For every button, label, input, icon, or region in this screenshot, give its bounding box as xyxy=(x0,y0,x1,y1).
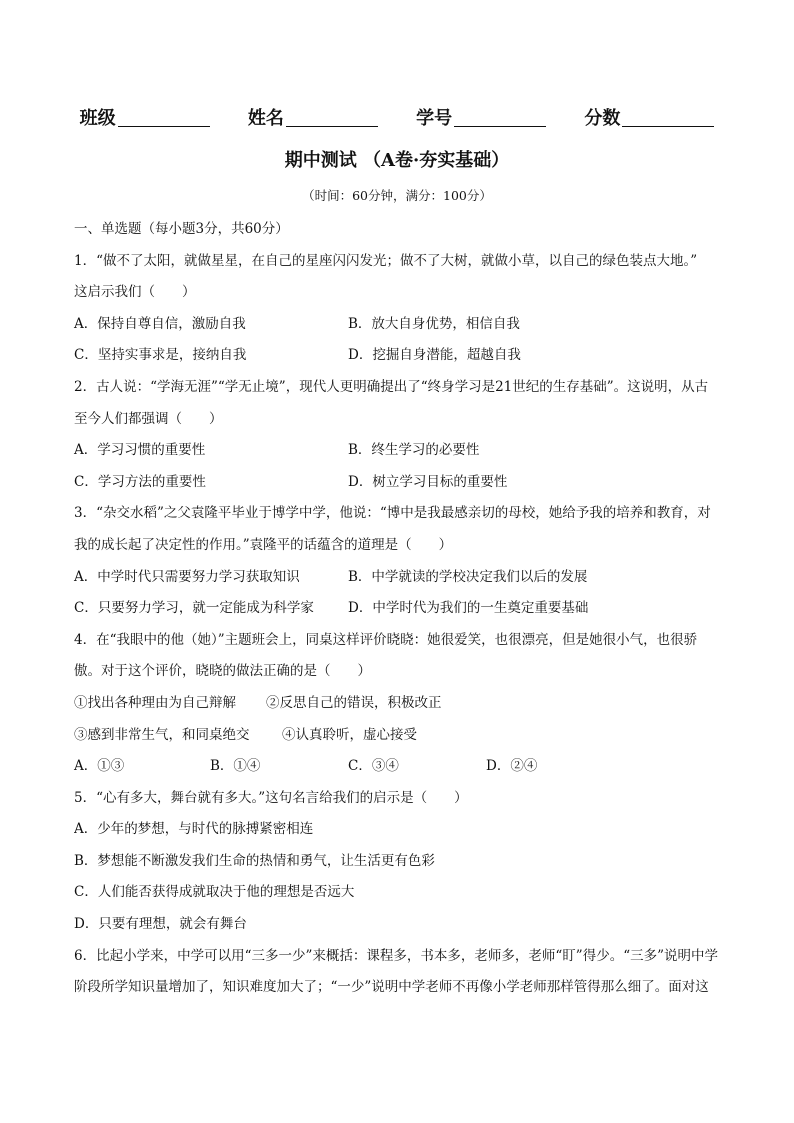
question-6-stem: 6．比起小学来，中学可以用“三多一少”来概括：课程多，书本多，老师多，老师“盯”得少。“三多”说明中学 xyxy=(74,947,718,964)
score-field xyxy=(584,104,714,130)
question-2-options-cd xyxy=(74,467,724,499)
q1-option-b[interactable]: B．放大自身优势，相信自我 xyxy=(348,315,520,332)
q2-option-d[interactable]: D．树立学习目标的重要性 xyxy=(348,473,508,490)
score-blank[interactable] xyxy=(622,108,714,127)
exam-meta: （时间：60分钟，满分：100分） xyxy=(302,188,492,203)
q4-option-c[interactable]: C．③④ xyxy=(348,758,399,775)
id-label: 学号 xyxy=(416,108,453,129)
q4-option-a[interactable]: A．①③ xyxy=(74,758,125,775)
q5-option-d[interactable]: D．只要有理想，就会有舞台 xyxy=(74,916,247,933)
exam-title: 期中测试 （A卷·夯实基础） xyxy=(284,150,510,171)
question-5-stem: 5．“心有多大，舞台就有多大。”这句名言给我们的启示是（ ） xyxy=(74,789,468,806)
q3-option-d[interactable]: D．中学时代为我们的一生奠定重要基础 xyxy=(348,600,589,617)
question-4-options xyxy=(74,751,724,783)
q1-option-c[interactable]: C．坚持实事求是，接纳自我 xyxy=(74,347,247,364)
exam-content xyxy=(74,214,724,1004)
question-3-options-cd xyxy=(74,593,724,625)
question-3-options-ab xyxy=(74,562,724,594)
question-2-options-ab xyxy=(74,435,724,467)
q3-option-a[interactable]: A．中学时代只需要努力学习获取知识 xyxy=(74,568,300,585)
q2-option-a[interactable]: A．学习习惯的重要性 xyxy=(74,442,206,459)
q3-option-b[interactable]: B．中学就读的学校决定我们以后的发展 xyxy=(348,568,588,585)
q1-option-a[interactable]: A．保持自尊自信，激励自我 xyxy=(74,315,246,332)
q4-statement-1: ①找出各种理由为自己辩解 xyxy=(74,694,236,711)
question-3-stem-cont: 我的成长起了决定性的作用。”袁隆平的话蕴含的道理是（ ） xyxy=(74,536,453,553)
question-2-stem: 2．古人说：“学海无涯”“学无止境”，现代人更明确提出了“终身学习是21世纪的生存基础”。这说明，从古 xyxy=(74,378,709,395)
id-field xyxy=(416,104,546,130)
q4-statement-4: ④认真聆听，虚心接受 xyxy=(282,726,417,743)
q5-option-c[interactable]: C．人们能否获得成就取决于他的理想是否远大 xyxy=(74,884,355,901)
question-1-stem-cont: 这启示我们（ ） xyxy=(74,284,196,301)
q2-option-c[interactable]: C．学习方法的重要性 xyxy=(74,473,206,490)
name-label: 姓名 xyxy=(247,108,284,129)
question-1-options-cd xyxy=(74,340,724,372)
q5-option-b[interactable]: B．梦想能不断激发我们生命的热情和勇气，让生活更有色彩 xyxy=(74,852,435,869)
question-1-options-ab xyxy=(74,309,724,341)
question-3-stem: 3．“杂交水稻”之父袁隆平毕业于博学中学，他说：“博中是我最感亲切的母校，她给予我的培养和教育，对 xyxy=(74,505,711,522)
section-heading: 一、单选题（每小题3分，共60分） xyxy=(74,221,289,237)
class-blank[interactable] xyxy=(118,108,210,127)
question-6-stem-cont: 阶段所学知识量增加了，知识难度加大了；“一少”说明中学老师不再像小学老师那样管得那么细了。面对这 xyxy=(74,979,709,996)
name-field xyxy=(248,104,378,130)
name-blank[interactable] xyxy=(286,108,378,127)
q4-statement-3: ③感到非常生气，和同桌绝交 xyxy=(74,726,250,743)
q1-option-d[interactable]: D．挖掘自身潜能，超越自我 xyxy=(348,347,521,364)
id-blank[interactable] xyxy=(454,108,546,127)
question-2-stem-cont: 至今人们都强调（ ） xyxy=(74,410,223,427)
question-4-stem: 4．在“我眼中的他（她）”主题班会上，同桌这样评价晓晓：她很爱笑，也很漂亮，但是她很小气，也很骄 xyxy=(74,631,698,648)
q4-statement-2: ②反思自己的错误，积极改正 xyxy=(266,694,442,711)
q3-option-c[interactable]: C．只要努力学习，就一定能成为科学家 xyxy=(74,600,314,617)
question-1-stem: 1．“做不了太阳，就做星星，在自己的星座闪闪发光；做不了大树，就做小草，以自己的绿色装点大地。” xyxy=(74,252,698,269)
q4-option-d[interactable]: D．②④ xyxy=(486,758,538,775)
q4-option-b[interactable]: B．①④ xyxy=(210,758,261,775)
q2-option-b[interactable]: B．终生学习的必要性 xyxy=(348,442,480,459)
student-info-row xyxy=(0,104,794,130)
q5-option-a[interactable]: A．少年的梦想，与时代的脉搏紧密相连 xyxy=(74,821,314,838)
question-4-statements-12 xyxy=(74,688,724,720)
question-4-stem-cont: 傲。对于这个评价，晓晓的做法正确的是（ ） xyxy=(74,663,371,680)
class-label: 班级 xyxy=(79,108,116,129)
question-4-statements-34 xyxy=(74,720,724,752)
class-field xyxy=(80,104,210,130)
score-label: 分数 xyxy=(584,108,621,129)
